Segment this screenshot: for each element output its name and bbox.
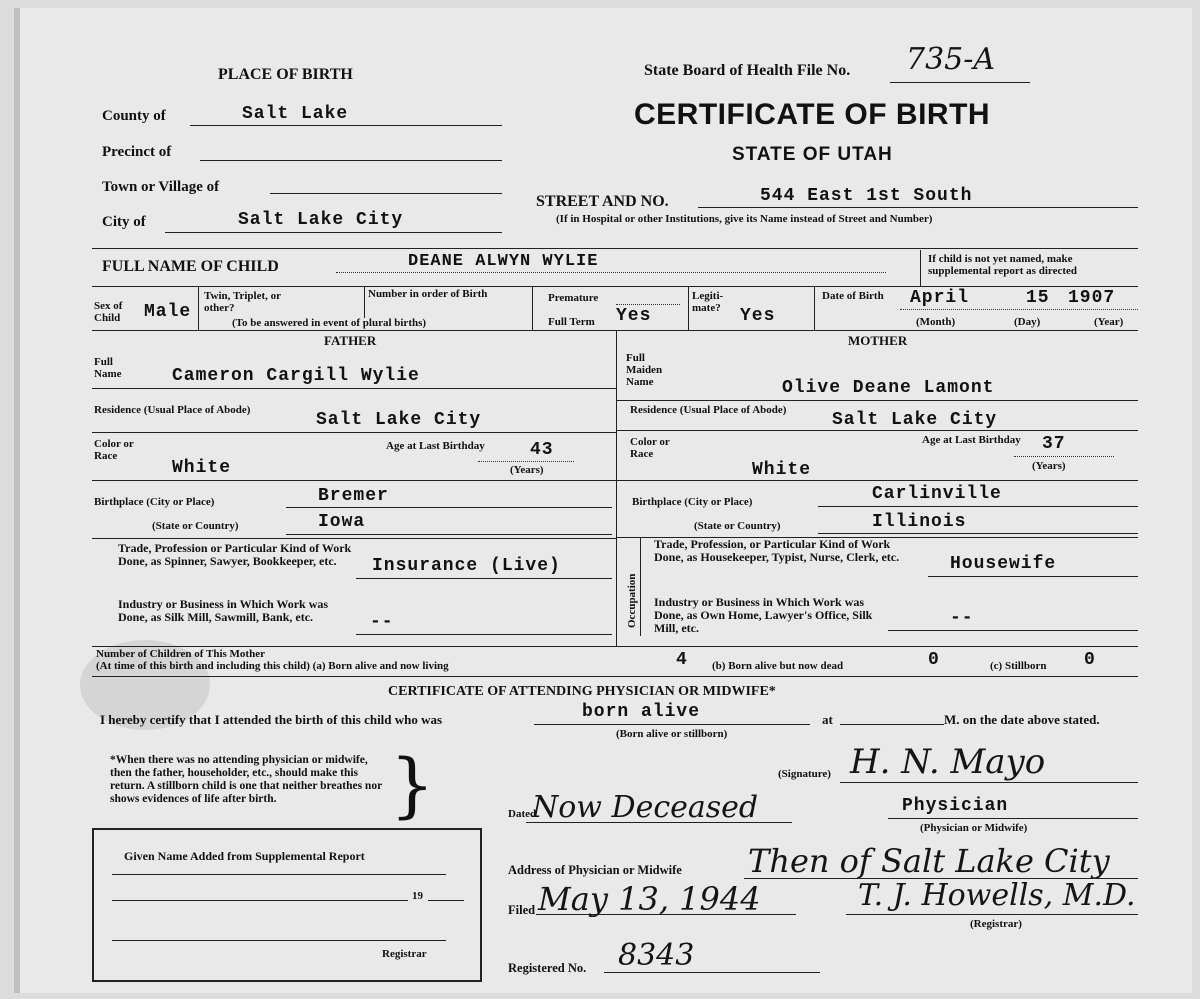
dated-value: Now Deceased <box>532 790 759 825</box>
order-label: Number in order of Birth <box>368 288 488 300</box>
father-name-label: Full Name <box>94 356 122 380</box>
dated-label: Dated <box>508 808 537 820</box>
father-age: 43 <box>530 440 554 460</box>
filed-label: Filed <box>508 903 536 917</box>
birth-year: 1907 <box>1068 288 1116 308</box>
father-heading: FATHER <box>324 333 377 348</box>
state-title: STATE OF UTAH <box>732 144 893 165</box>
naming-note: If child is not yet named, make supplemental report as directed <box>928 253 1077 277</box>
physician-cert-heading: CERTIFICATE OF ATTENDING PHYSICIAN OR MIDWIFE* <box>388 684 776 699</box>
registered-no: 8343 <box>618 938 695 973</box>
mother-birthplace-label: Birthplace (City or Place) <box>632 496 753 508</box>
mother-age: 37 <box>1042 434 1066 454</box>
mother-state-label: (State or Country) <box>694 520 781 532</box>
father-years-label: (Years) <box>510 464 544 476</box>
street-note: (If in Hospital or other Institutions, give its Name instead of Street and Number) <box>556 213 933 225</box>
address-label: Address of Physician or Midwife <box>508 863 682 877</box>
street-label: STREET AND NO. <box>536 193 669 210</box>
city-value: Salt Lake City <box>238 210 404 230</box>
supplement-year-prefix: 19 <box>412 890 423 902</box>
registrar-label: (Registrar) <box>970 918 1022 930</box>
signature-label: (Signature) <box>778 768 831 780</box>
father-residence-label: Residence (Usual Place of Abode) <box>94 404 251 416</box>
supplement-heading: Given Name Added from Supplemental Report <box>124 849 365 863</box>
mother-residence: Salt Lake City <box>832 410 998 430</box>
father-trade: Insurance (Live) <box>372 556 561 576</box>
town-label: Town or Village of <box>102 179 220 195</box>
mother-residence-label: Residence (Usual Place of Abode) <box>630 404 787 416</box>
father-age-label: Age at Last Birthday <box>386 440 485 452</box>
children-living-label: (At time of this birth and including this child) (a) Born alive and now living <box>96 660 449 672</box>
mother-name: Olive Deane Lamont <box>782 378 995 398</box>
certificate-title: CERTIFICATE OF BIRTH <box>634 98 991 131</box>
children-stillborn: 0 <box>1084 650 1096 670</box>
premature-label: Premature <box>548 292 599 304</box>
mother-color: White <box>752 460 812 480</box>
footnote-brace: } <box>390 744 435 826</box>
father-birthplace: Bremer <box>318 486 389 506</box>
sex-value: Male <box>144 302 192 322</box>
precinct-label: Precinct of <box>102 144 172 160</box>
m-label: M. on the date above stated. <box>944 712 1100 727</box>
county-value: Salt Lake <box>242 104 349 124</box>
father-trade-label: Trade, Profession or Particular Kind of Work Done, as Spinner, Sawyer, Bookkeeper, etc. <box>118 541 352 568</box>
day-label: (Day) <box>1014 316 1041 328</box>
father-state-label: (State or Country) <box>152 520 239 532</box>
father-industry: -- <box>370 612 394 632</box>
father-residence: Salt Lake City <box>316 410 482 430</box>
place-of-birth-heading: PLACE OF BIRTH <box>218 66 353 83</box>
father-color: White <box>172 458 232 478</box>
footnote: *When there was no attending physician or midwife, then the father, householder, etc., should make this return. A stillborn child is one that neither breathes nor shows evidences of life after birth. <box>110 754 382 805</box>
city-label: City of <box>102 214 146 230</box>
mother-heading: MOTHER <box>848 333 908 348</box>
filed-date: May 13, 1944 <box>538 880 761 918</box>
birth-month: April <box>910 288 970 308</box>
year-label: (Year) <box>1094 316 1124 328</box>
occupation-label: Occupation <box>626 573 638 628</box>
mother-age-label: Age at Last Birthday <box>922 434 1021 446</box>
mother-birthplace: Carlinville <box>872 484 1002 504</box>
mother-years-label: (Years) <box>1032 460 1066 472</box>
street-value: 544 East 1st South <box>760 186 973 206</box>
file-number-label: State Board of Health File No. <box>644 62 851 79</box>
twin-label: Twin, Triplet, or other? <box>204 290 281 314</box>
child-name-label: FULL NAME OF CHILD <box>102 258 279 275</box>
county-label: County of <box>102 108 166 124</box>
born-status: born alive <box>582 702 701 722</box>
father-industry-label: Industry or Business in Which Work was Done, as Silk Mill, Sawmill, Bank, etc. <box>118 597 329 624</box>
fullterm-value: Yes <box>616 306 652 326</box>
file-number: 735-A <box>906 42 996 77</box>
legitimate-value: Yes <box>740 306 776 326</box>
children-label: Number of Children of This Mother <box>96 648 265 660</box>
mother-trade: Housewife <box>950 554 1057 574</box>
father-birthplace-label: Birthplace (City or Place) <box>94 496 215 508</box>
supplement-registrar: Registrar <box>382 948 427 960</box>
father-color-label: Color or Race <box>94 438 134 462</box>
certify-text: I hereby certify that I attended the birth of this child who was <box>100 712 443 727</box>
physician-address: Then of Salt Lake City <box>748 842 1110 880</box>
mother-color-label: Color or Race <box>630 436 670 460</box>
child-name: DEANE ALWYN WYLIE <box>408 252 599 271</box>
plural-note: (To be answered in event of plural births) <box>232 317 427 329</box>
children-living: 4 <box>676 650 688 670</box>
mother-trade-label: Trade, Profession, or Particular Kind of Work Done, as Housekeeper, Typist, Nurse, Clerk, etc. <box>654 537 900 564</box>
month-label: (Month) <box>916 316 956 328</box>
legitimate-label: Legiti- mate? <box>692 290 724 314</box>
at-label: at <box>822 712 833 727</box>
mother-industry: -- <box>950 608 974 628</box>
born-status-note: (Born alive or stillborn) <box>616 728 728 740</box>
children-stillborn-label: (c) Stillborn <box>990 660 1047 672</box>
registrar-signature: T. J. Howells, M.D. <box>858 878 1136 913</box>
physician-title: Physician <box>902 796 1009 816</box>
physician-signature: H. N. Mayo <box>850 742 1046 782</box>
fullterm-label: Full Term <box>548 316 595 328</box>
birth-day: 15 <box>1026 288 1050 308</box>
mother-industry-label: Industry or Business in Which Work was Done, as Own Home, Lawyer's Office, Silk Mill, etc. <box>654 595 873 635</box>
sex-label: Sex of Child <box>94 300 123 324</box>
mother-state: Illinois <box>872 512 967 532</box>
father-name: Cameron Cargill Wylie <box>172 366 420 386</box>
mother-name-label: Full Maiden Name <box>626 352 663 388</box>
father-state: Iowa <box>318 512 366 532</box>
children-dead: 0 <box>928 650 940 670</box>
registered-no-label: Registered No. <box>508 961 587 975</box>
physician-title-note: (Physician or Midwife) <box>920 822 1028 834</box>
birth-date-label: Date of Birth <box>822 290 884 302</box>
children-dead-label: (b) Born alive but now dead <box>712 660 844 672</box>
